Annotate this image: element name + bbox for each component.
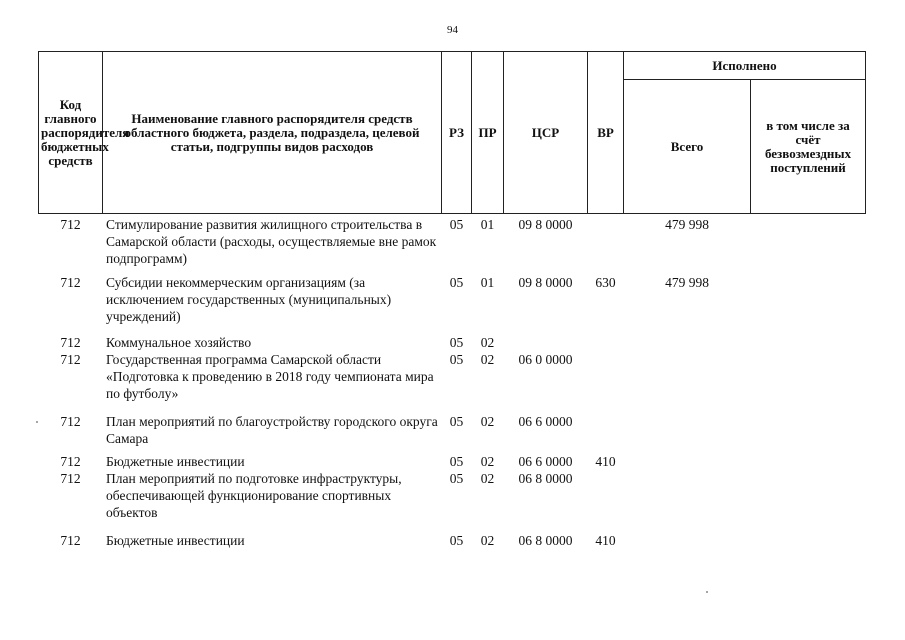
- cell-total: [624, 334, 751, 351]
- cell-code: 712: [60, 414, 81, 429]
- cell-vr: 630: [595, 275, 616, 290]
- cell-csr: [504, 334, 588, 351]
- cell-pr: 01: [480, 217, 495, 232]
- cell-code: 712: [60, 352, 81, 367]
- header-incl-free: в том числе за счёт безвозмездных поступлений: [751, 80, 866, 214]
- scan-speck: [706, 591, 708, 593]
- page-number: 94: [447, 24, 458, 36]
- cell-free: [751, 532, 866, 552]
- cell-csr: 06 8 0000: [518, 471, 573, 486]
- cell-csr: 09 8 0000: [518, 217, 573, 232]
- cell-free: [751, 274, 866, 334]
- cell-name: Государственная программа Самарской области «Подготовка к проведению в 2018 году чемпионата мира по футболу»: [106, 352, 434, 401]
- cell-name: Субсидии некоммерческим организациям (за исключением государственных (муниципальных) учреждений): [106, 275, 392, 324]
- cell-name: Бюджетные инвестиции: [106, 533, 245, 548]
- header-csr: ЦСР: [504, 52, 588, 214]
- cell-csr: 06 8 0000: [518, 533, 573, 548]
- cell-free: [751, 214, 866, 275]
- cell-vr: [588, 413, 624, 453]
- cell-code: 712: [60, 454, 81, 469]
- cell-free: [751, 453, 866, 470]
- header-total: Всего: [624, 80, 751, 214]
- cell-total: [624, 532, 751, 552]
- cell-name: План мероприятий по благоустройству городского округа Самара: [106, 414, 438, 446]
- table-row: [39, 453, 866, 470]
- table-row: [39, 532, 866, 552]
- cell-free: [751, 334, 866, 351]
- table-row: [39, 413, 866, 453]
- cell-vr: [588, 351, 624, 413]
- cell-rz: 05: [449, 454, 464, 469]
- table-row: [39, 274, 866, 334]
- cell-free: [751, 413, 866, 453]
- cell-total: [624, 453, 751, 470]
- cell-free: [751, 351, 866, 413]
- cell-vr: [588, 214, 624, 275]
- cell-pr: 02: [480, 454, 495, 469]
- budget-table: [38, 51, 866, 552]
- cell-vr: 410: [595, 533, 616, 548]
- cell-name: План мероприятий по подготовке инфраструктуры, обеспечивающей функционирование спортивных объектов: [106, 471, 402, 520]
- cell-pr: 02: [480, 533, 495, 548]
- cell-name: Стимулирование развития жилищного строительства в Самарской области (расходы, осуществляемые вне рамок подпрограмм): [106, 217, 437, 266]
- cell-code: 712: [60, 533, 81, 548]
- cell-vr: [588, 470, 624, 532]
- header-vr: ВР: [588, 52, 624, 214]
- cell-total: 479 998: [665, 217, 709, 232]
- header-executed: Исполнено: [624, 52, 866, 80]
- cell-rz: 05: [449, 533, 464, 548]
- cell-free: [751, 470, 866, 532]
- table-row: [39, 470, 866, 532]
- cell-rz: 05: [449, 335, 464, 350]
- cell-pr: 02: [480, 414, 495, 429]
- cell-rz: 05: [449, 275, 464, 290]
- cell-csr: 06 0 0000: [518, 352, 573, 367]
- cell-pr: 01: [480, 275, 495, 290]
- cell-total: [624, 351, 751, 413]
- header-pr: ПР: [472, 52, 504, 214]
- table-row: [39, 351, 866, 413]
- header-name: Наименование главного распорядителя средств областного бюджета, раздела, подраздела, целевой статьи, подгруппы видов расходов: [103, 52, 442, 214]
- cell-csr: 06 6 0000: [518, 454, 573, 469]
- cell-pr: 02: [480, 352, 495, 367]
- cell-vr: [588, 334, 624, 351]
- table-row: [39, 214, 866, 275]
- header-rz: РЗ: [442, 52, 472, 214]
- cell-name: Бюджетные инвестиции: [106, 454, 245, 469]
- cell-pr: 02: [480, 335, 495, 350]
- cell-code: 712: [60, 275, 81, 290]
- cell-code: 712: [60, 335, 81, 350]
- cell-name: Коммунальное хозяйство: [106, 335, 252, 350]
- table-row: [39, 334, 866, 351]
- cell-csr: 09 8 0000: [518, 275, 573, 290]
- scan-speck: [36, 421, 38, 423]
- cell-rz: 05: [449, 414, 464, 429]
- cell-rz: 05: [449, 352, 464, 367]
- cell-csr: 06 6 0000: [518, 414, 573, 429]
- cell-code: 712: [60, 217, 81, 232]
- cell-vr: 410: [595, 454, 616, 469]
- cell-code: 712: [60, 471, 81, 486]
- cell-total: [624, 413, 751, 453]
- cell-rz: 05: [449, 217, 464, 232]
- cell-rz: 05: [449, 471, 464, 486]
- cell-total: [624, 470, 751, 532]
- header-code: Код главного распорядителя бюджетных средств: [39, 52, 103, 214]
- cell-total: 479 998: [665, 275, 709, 290]
- cell-pr: 02: [480, 471, 495, 486]
